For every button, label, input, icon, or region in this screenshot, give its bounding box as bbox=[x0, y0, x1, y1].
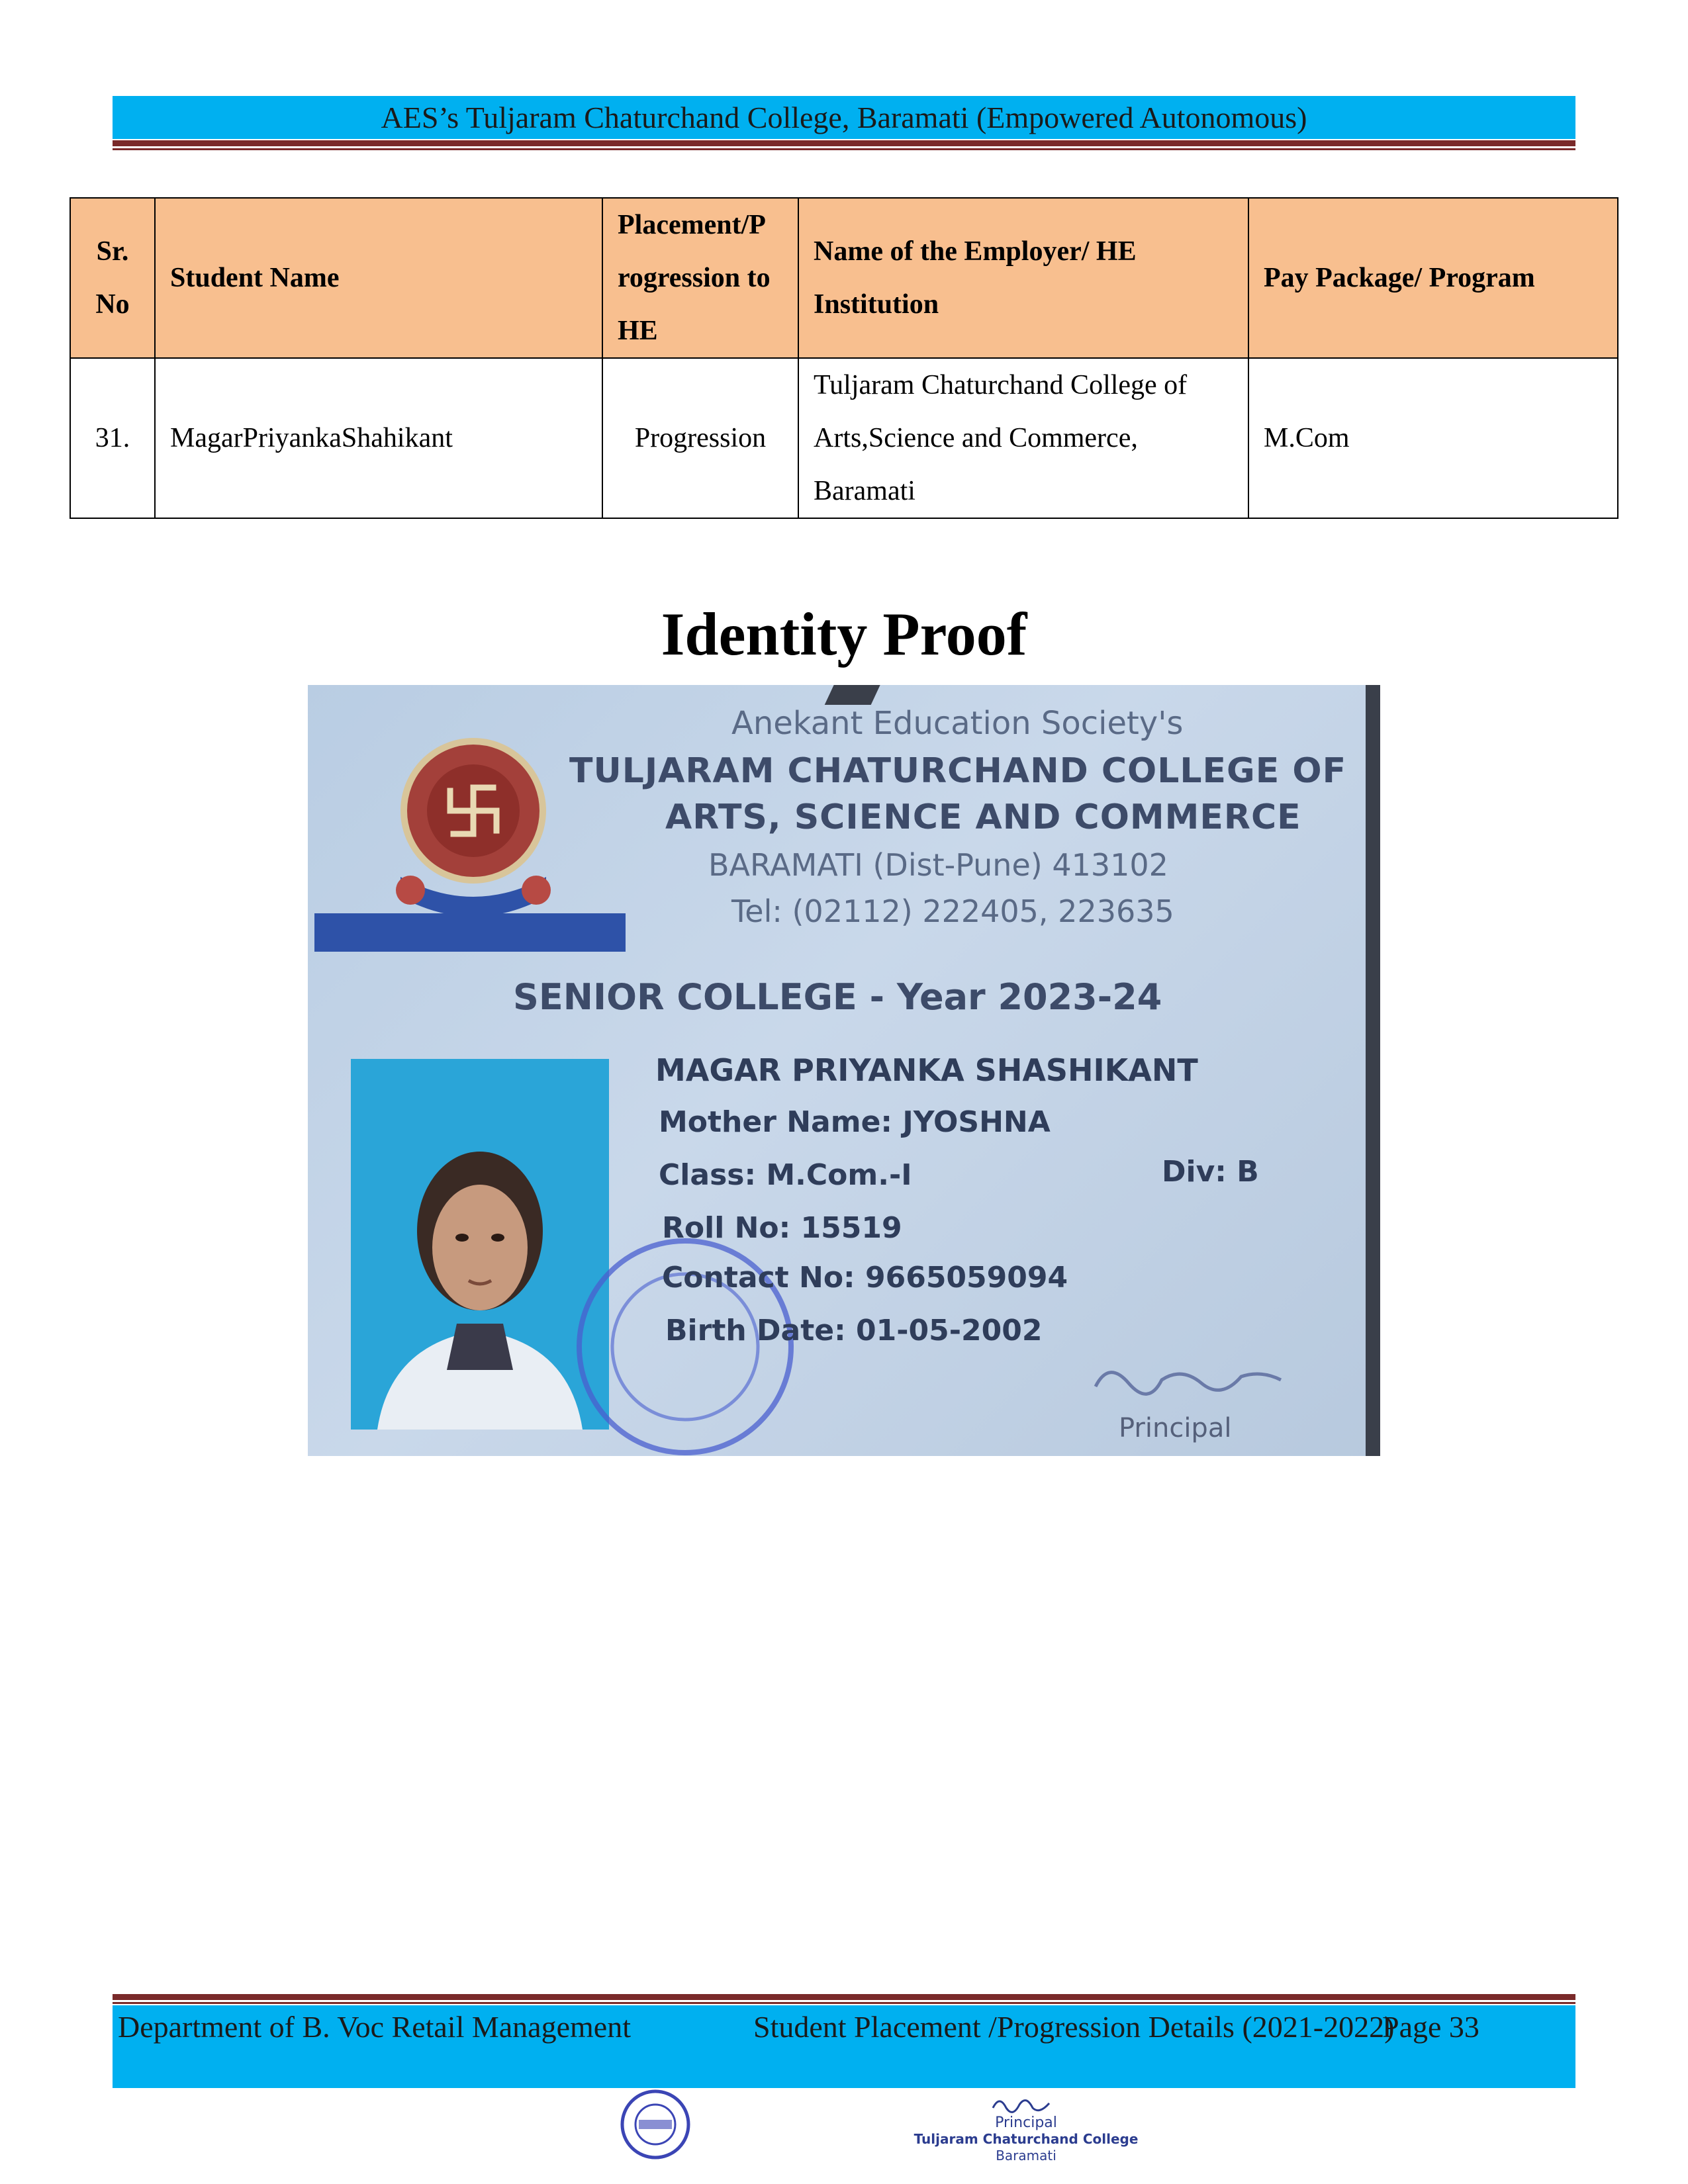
card-edge-shadow bbox=[1366, 685, 1380, 1456]
college-emblem-icon bbox=[387, 725, 559, 930]
card-college-line2: ARTS, SCIENCE AND COMMERCE bbox=[665, 797, 1301, 837]
footer-department: Department of B. Voc Retail Management bbox=[118, 2010, 631, 2044]
identity-card-photo bbox=[308, 685, 1380, 1456]
card-college-line1: TULJARAM CHATURCHAND COLLEGE OF bbox=[569, 751, 1347, 791]
header-student-name: Student Name bbox=[155, 198, 602, 358]
card-telephone: Tel: (02112) 222405, 223635 bbox=[731, 893, 1174, 929]
header-sr-no: Sr. No bbox=[70, 198, 155, 358]
card-roll-no: Roll No: 15519 bbox=[662, 1211, 902, 1245]
footer-details: Student Placement /Progression Details (2021-2022) bbox=[753, 2010, 1395, 2044]
principal-signature-icon bbox=[1082, 1347, 1294, 1413]
card-mother-name: Mother Name: JYOSHNA bbox=[659, 1105, 1051, 1139]
signature-title: Principal bbox=[995, 2115, 1057, 2131]
card-contact-no: Contact No: 9665059094 bbox=[662, 1261, 1068, 1295]
card-address: BARAMATI (Dist-Pune) 413102 bbox=[708, 847, 1168, 883]
card-student-name: MAGAR PRIYANKA SHASHIKANT bbox=[655, 1052, 1198, 1088]
cell-sr-no: 31. bbox=[70, 358, 155, 518]
footer-rule bbox=[113, 1994, 1575, 2000]
card-society: Anekant Education Society's bbox=[731, 705, 1184, 742]
signature-city: Baramati bbox=[996, 2148, 1056, 2163]
card-clip bbox=[825, 685, 884, 705]
section-title: Identity Proof bbox=[661, 600, 1027, 668]
header-title: AES’s Tuljaram Chaturchand College, Baramati (Empowered Autonomous) bbox=[381, 101, 1307, 134]
cell-employer: Tuljaram Chaturchand College of Arts,Science and Commerce, Baramati bbox=[798, 358, 1248, 518]
card-birth-date: Birth Date: 01-05-2002 bbox=[665, 1314, 1043, 1347]
placement-table bbox=[70, 197, 1618, 519]
card-class: Class: M.Com.-I bbox=[659, 1158, 912, 1192]
cell-student-name: MagarPriyankaShahikant bbox=[155, 358, 602, 518]
footer-rule-thin bbox=[113, 2002, 1575, 2004]
header-pay-package: Pay Package/ Program bbox=[1248, 198, 1618, 358]
cell-pay-package: M.Com bbox=[1248, 358, 1618, 518]
emblem-ribbon bbox=[314, 913, 626, 952]
header-placement: Placement/P rogression to HE bbox=[602, 198, 798, 358]
table-header-row bbox=[70, 198, 1618, 358]
signature-college: Tuljaram Chaturchand College bbox=[914, 2131, 1139, 2147]
cell-placement: Progression bbox=[602, 358, 798, 518]
card-principal-label: Principal bbox=[1119, 1413, 1232, 1443]
header-rule bbox=[113, 140, 1575, 146]
header-rule-thin bbox=[113, 148, 1575, 150]
card-division: Div: B bbox=[1162, 1155, 1259, 1189]
card-senior-college: SENIOR COLLEGE - Year 2023-24 bbox=[513, 976, 1162, 1018]
header-employer: Name of the Employer/ HE Institution bbox=[798, 198, 1248, 358]
table-row bbox=[70, 358, 1618, 518]
footer-page-number: Page 33 bbox=[1382, 2010, 1479, 2044]
college-seal-icon bbox=[619, 2088, 692, 2161]
page-header bbox=[113, 96, 1575, 139]
page-footer bbox=[113, 2005, 1575, 2088]
